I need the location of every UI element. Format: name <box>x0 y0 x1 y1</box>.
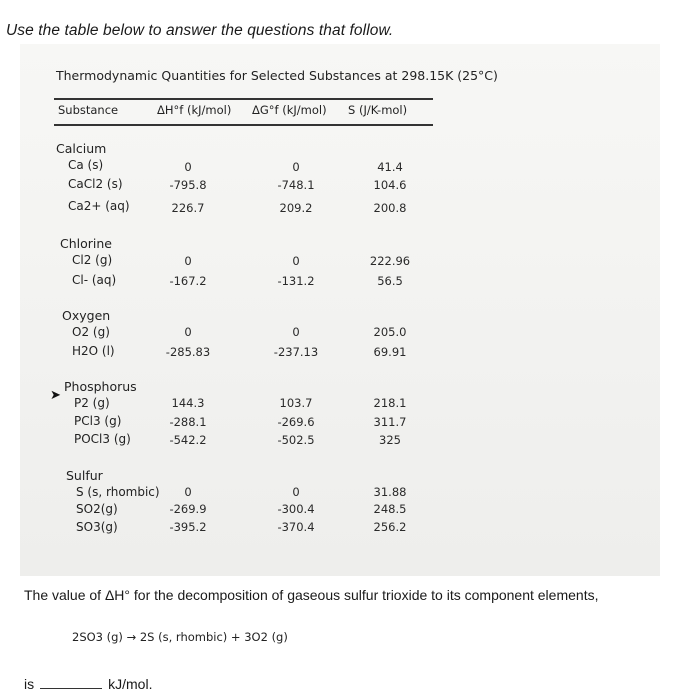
s-value: 56.5 <box>377 274 403 288</box>
s-value: 41.4 <box>377 160 403 174</box>
group-oxygen: Oxygen <box>62 308 111 323</box>
answer-unit: kJ/mol. <box>108 676 153 692</box>
substance-label: CaCl2 (s) <box>68 177 123 191</box>
substance-label: H2O (l) <box>72 344 115 358</box>
s-value: 218.1 <box>373 396 407 410</box>
dh-value: 226.7 <box>171 201 205 215</box>
substance-label: S (s, rhombic) <box>76 485 160 499</box>
substance-label: SO2(g) <box>76 502 118 516</box>
dg-value: -131.2 <box>277 274 315 288</box>
dh-value: -269.9 <box>169 502 207 516</box>
group-sulfur: Sulfur <box>66 468 103 483</box>
dh-value: 0 <box>184 485 192 499</box>
dg-value: -300.4 <box>277 502 315 516</box>
dh-value: -542.2 <box>169 433 207 447</box>
table-top-rule <box>54 98 433 100</box>
answer-line <box>24 676 152 692</box>
substance-label: Ca (s) <box>68 158 104 172</box>
dg-value: -502.5 <box>277 433 315 447</box>
dh-value: 0 <box>184 325 192 339</box>
s-value: 248.5 <box>373 502 407 516</box>
dh-value: 0 <box>184 160 192 174</box>
substance-label: Ca2+ (aq) <box>68 199 130 213</box>
dh-value: -167.2 <box>169 274 207 288</box>
s-value: 31.88 <box>373 485 407 499</box>
s-value: 205.0 <box>373 325 407 339</box>
dg-value: 209.2 <box>279 201 313 215</box>
dh-value: -395.2 <box>169 520 207 534</box>
s-value: 311.7 <box>373 415 407 429</box>
instructions: Use the table below to answer the questions that follow. <box>6 22 394 39</box>
mouse-cursor-icon: ➤ <box>50 387 61 402</box>
dg-value: -370.4 <box>277 520 315 534</box>
header-enthalpy: ΔH°f (kJ/mol) <box>157 103 232 117</box>
group-calcium: Calcium <box>56 141 107 156</box>
s-value: 222.96 <box>369 254 411 268</box>
s-value: 256.2 <box>373 520 407 534</box>
s-value: 200.8 <box>373 201 407 215</box>
reaction-equation: 2SO3 (g) → 2S (s, rhombic) + 3O2 (g) <box>72 630 288 644</box>
dh-value: -285.83 <box>165 345 211 359</box>
dh-value: 144.3 <box>171 396 205 410</box>
substance-label: Cl- (aq) <box>72 273 117 287</box>
dg-value: 103.7 <box>279 396 313 410</box>
substance-label: POCl3 (g) <box>74 432 131 446</box>
table-header-rule <box>54 124 433 126</box>
header-entropy: S (J/K-mol) <box>348 103 408 117</box>
dg-value: 0 <box>292 160 300 174</box>
dg-value: 0 <box>292 485 300 499</box>
dg-value: 0 <box>292 325 300 339</box>
dg-value: -237.13 <box>273 345 319 359</box>
dg-value: 0 <box>292 254 300 268</box>
s-value: 104.6 <box>373 178 407 192</box>
s-value: 325 <box>379 433 401 447</box>
dg-value: -269.6 <box>277 415 315 429</box>
substance-label: PCl3 (g) <box>74 414 122 428</box>
substance-label: SO3(g) <box>76 520 118 534</box>
answer-prefix: is <box>24 676 35 692</box>
group-phosphorus: Phosphorus <box>64 379 137 394</box>
answer-blank[interactable] <box>40 676 102 689</box>
substance-label: Cl2 (g) <box>72 253 113 267</box>
group-chlorine: Chlorine <box>60 236 112 251</box>
dh-value: 0 <box>184 254 192 268</box>
question-text: The value of ΔH° for the decomposition of gaseous sulfur trioxide to its component elements, <box>24 587 599 603</box>
s-value: 69.91 <box>373 345 407 359</box>
dg-value: -748.1 <box>277 178 315 192</box>
header-gibbs: ΔG°f (kJ/mol) <box>252 103 327 117</box>
header-substance: Substance <box>58 103 119 117</box>
substance-label: O2 (g) <box>72 325 110 339</box>
table-title: Thermodynamic Quantities for Selected Substances at 298.15K (25°C) <box>56 68 498 83</box>
dh-value: -288.1 <box>169 415 207 429</box>
dh-value: -795.8 <box>169 178 207 192</box>
substance-label: P2 (g) <box>74 396 110 410</box>
